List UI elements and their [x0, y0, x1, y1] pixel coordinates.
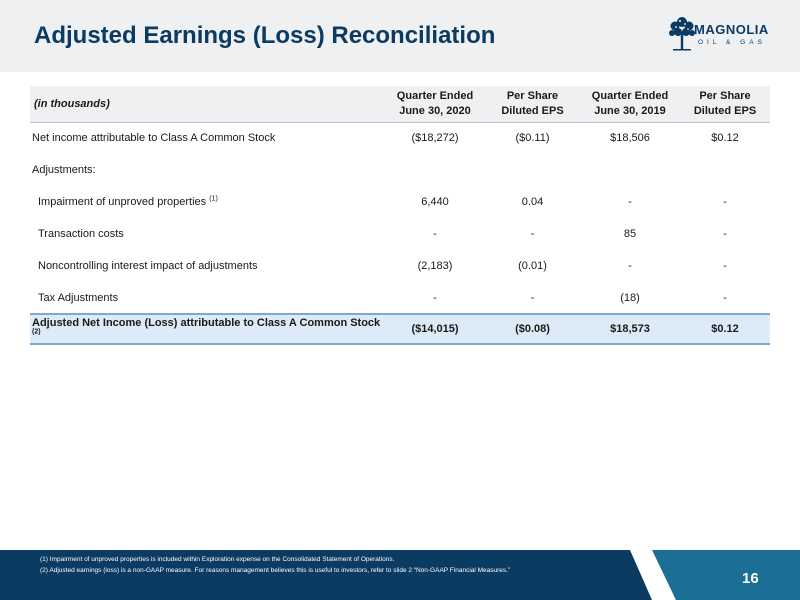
footer-bar — [0, 550, 800, 600]
magnolia-tree-icon — [668, 14, 696, 52]
cell-value: - — [723, 291, 727, 304]
title-bar — [0, 0, 800, 72]
cell-value: - — [628, 196, 632, 208]
row-label: Adjustments: — [32, 164, 96, 176]
total-cell-value: ($14,015) — [385, 314, 485, 344]
total-row — [30, 314, 770, 344]
row-label: Transaction costs — [38, 228, 124, 240]
table-row — [30, 282, 770, 314]
logo-subtitle: OIL & GAS — [698, 39, 766, 46]
total-cell-value: $18,573 — [580, 314, 680, 344]
column-header-eps-2020: Per Share Diluted EPS — [485, 86, 580, 122]
cell-value: (0.01) — [518, 260, 547, 272]
cell-value: - — [723, 260, 727, 272]
cell-value: ($18,272) — [385, 122, 485, 154]
cell-value — [485, 154, 580, 186]
cell-value: $0.12 — [680, 122, 770, 154]
table-row — [30, 218, 770, 250]
row-label: Tax Adjustments — [38, 291, 119, 304]
column-header-eps-2019: Per Share Diluted EPS — [680, 86, 770, 122]
cell-value: 0.04 — [521, 196, 544, 208]
cell-value: - — [628, 260, 632, 272]
column-header-label: (in thousands) — [30, 86, 385, 122]
column-header-q2-2019: Quarter Ended June 30, 2019 — [580, 86, 680, 122]
cell-value — [580, 154, 680, 186]
cell-value: 6,440 — [421, 196, 449, 208]
cell-value: - — [530, 228, 535, 240]
company-logo — [668, 14, 778, 54]
cell-value: - — [723, 228, 727, 240]
cell-value: (2,183) — [417, 260, 453, 272]
total-cell-value: ($0.08) — [485, 314, 580, 344]
table-row — [30, 250, 770, 282]
row-label: Net income attributable to Class A Common Stock — [30, 122, 385, 154]
cell-value — [680, 154, 770, 186]
total-cell-value: $0.12 — [680, 314, 770, 344]
cell-value: (18) — [620, 291, 640, 304]
cell-value: ($0.11) — [485, 122, 580, 154]
page-number: 16 — [742, 570, 759, 587]
row-label: Noncontrolling interest impact of adjustments — [38, 260, 258, 272]
footnote-marker: (1) — [209, 195, 218, 203]
footnote-marker: (2) — [32, 328, 41, 336]
cell-value: - — [530, 291, 535, 304]
cell-value: $18,506 — [580, 122, 680, 154]
column-header-q2-2020: Quarter Ended June 30, 2020 — [385, 86, 485, 122]
table-row — [30, 186, 770, 218]
table-row — [30, 122, 770, 154]
table-row — [30, 154, 770, 186]
cell-value: - — [433, 291, 437, 304]
footnote-2: (2) Adjusted earnings (loss) is a non-GAAP measure. For reasons management believes this is useful to investors, refer to slide 2 “Non-GAAP Financial Measures.” — [40, 567, 511, 574]
logo-name: MAGNOLIA — [694, 22, 769, 37]
footer-accent-panel — [652, 550, 800, 600]
cell-value: - — [723, 196, 727, 208]
row-label: Impairment of unproved properties $^{(1)}$ — [38, 195, 218, 208]
total-row-label: Adjusted Net Income (Loss) attributable to Class A Common Stock $^{(2)}$ — [30, 314, 385, 344]
reconciliation-table — [30, 86, 770, 345]
cell-value: - — [433, 228, 437, 240]
cell-value: 85 — [623, 228, 637, 240]
cell-value — [385, 154, 485, 186]
page-title: Adjusted Earnings (Loss) Reconciliation — [34, 22, 496, 49]
footnote-1: (1) Impairment of unproved properties is included within Exploration expense on the Consolidated Statement of Operations. — [40, 556, 395, 563]
table-header-row — [30, 86, 770, 122]
